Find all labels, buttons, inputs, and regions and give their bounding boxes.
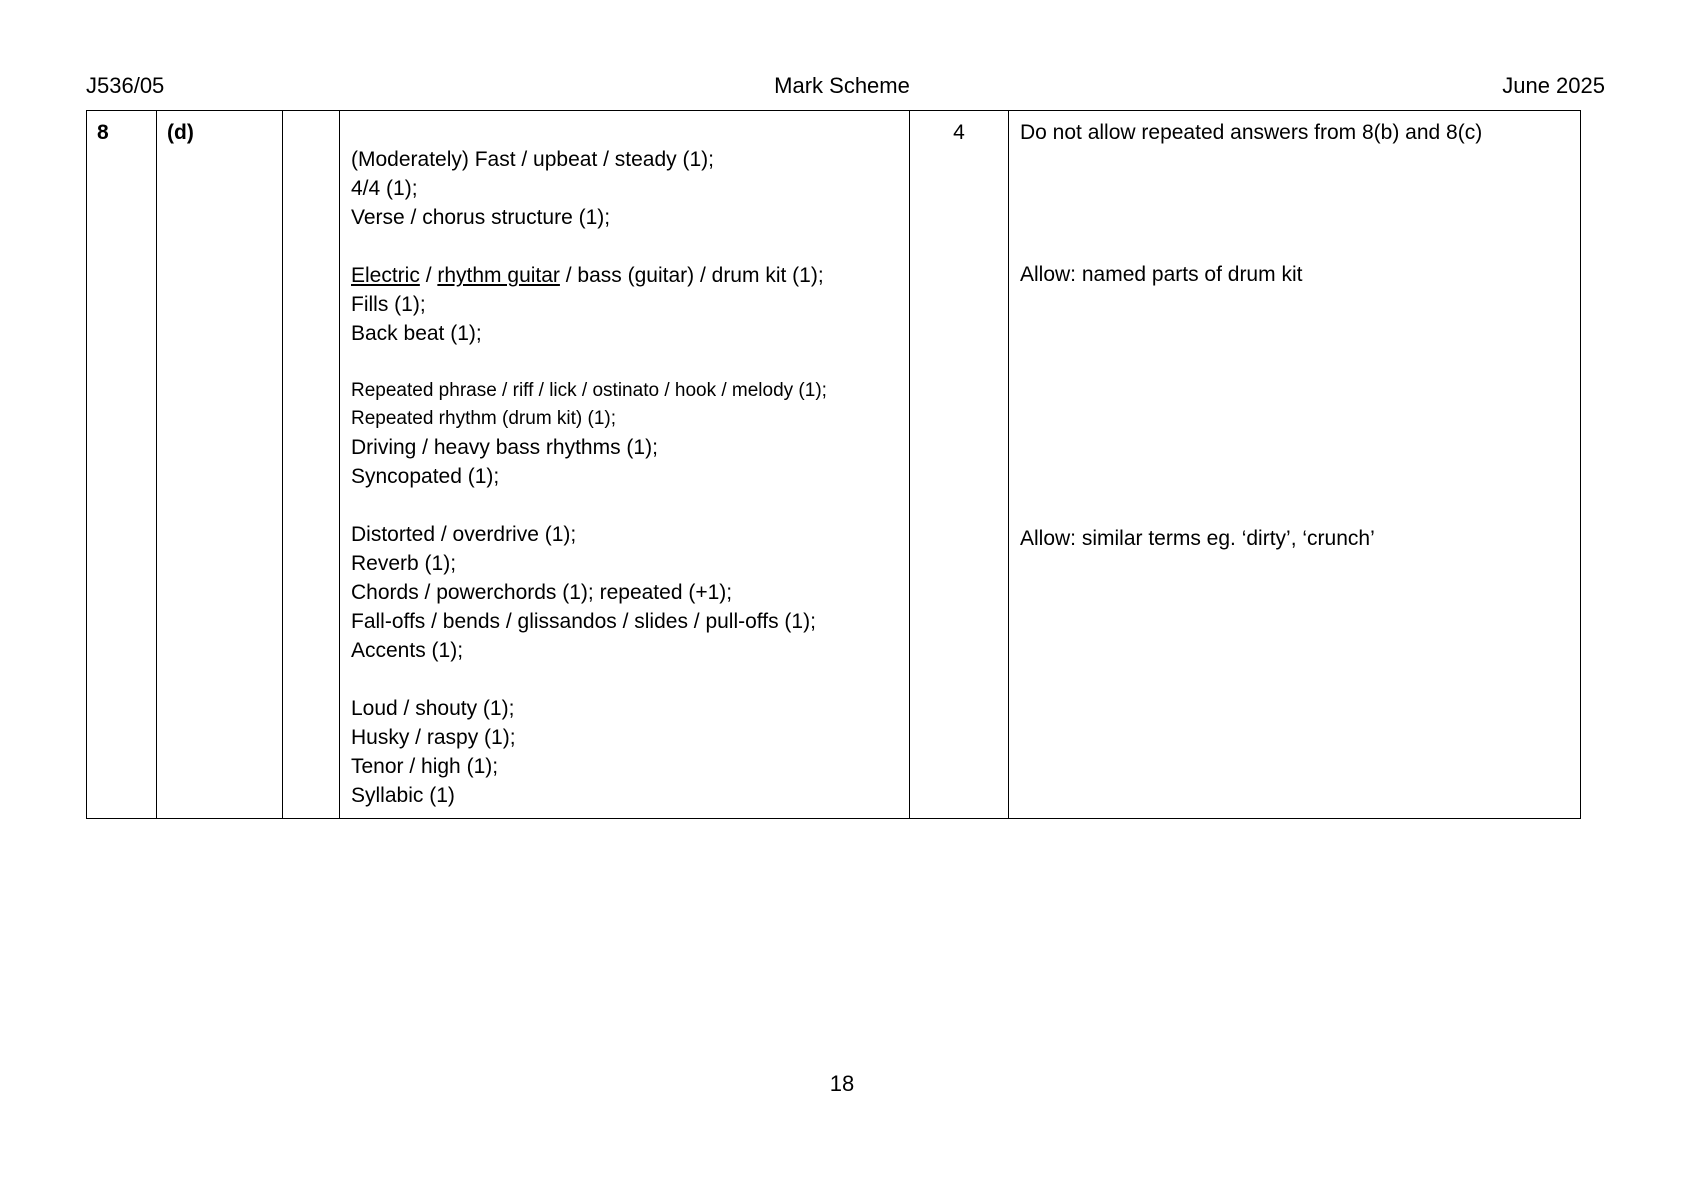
question-subpart [283,111,340,819]
answer-line: Loud / shouty (1); [351,697,515,720]
underlined-term: Electric [351,264,420,287]
question-part: (d) [157,111,283,819]
table-row [87,111,1581,819]
document-date: June 2025 [1502,73,1605,98]
answer-group-vocals [351,694,899,810]
answer-line: Accents (1); [351,639,464,662]
answer-line: (Moderately) Fast / upbeat / steady (1); [351,148,714,171]
answer-group-rhythm [351,377,899,491]
answer-line: Syncopated (1); [351,465,500,488]
answer-line: Tenor / high (1); [351,755,499,778]
guidance-note: Allow: similar terms eg. ‘dirty’, ‘crunch’ [1020,527,1375,550]
answer-line: Fills (1); [351,293,426,316]
answer-line-instruments [351,261,899,290]
guidance-cell [1009,111,1581,819]
mark-scheme-table [86,110,1581,819]
answer-cell [340,111,910,819]
answer-line: Verse / chorus structure (1); [351,206,611,229]
answer-line: Repeated rhythm (drum kit) (1); [351,408,617,429]
answer-line: Syllabic (1) [351,784,455,807]
answer-text: / bass (guitar) / drum kit (1); [559,264,824,287]
guidance-note: Do not allow repeated answers from 8(b) and 8(c) [1020,121,1483,144]
question-number: 8 [87,111,157,819]
answer-group-effects [351,520,899,665]
guidance-note: Allow: named parts of drum kit [1020,263,1303,286]
answer-line: 4/4 (1); [351,177,418,200]
marks-cell: 4 [910,111,1009,819]
answer-line: Driving / heavy bass rhythms (1); [351,436,658,459]
answer-group-instruments [351,261,899,348]
answer-line: Distorted / overdrive (1); [351,523,577,546]
answer-line: Back beat (1); [351,322,482,345]
answer-group-tempo [351,145,899,232]
answer-line: Husky / raspy (1); [351,726,516,749]
underlined-term: rhythm guitar [437,264,560,287]
answer-line: Chords / powerchords (1); repeated (+1); [351,581,733,604]
answer-line: Reverb (1); [351,552,457,575]
document-title: Mark Scheme [774,73,910,98]
answer-line: Repeated phrase / riff / lick / ostinato / hook / melody (1); [351,380,827,401]
document-code: J536/05 [86,73,165,98]
page-number: 18 [829,1071,855,1096]
separator: / [419,264,438,287]
answer-line: Fall-offs / bends / glissandos / slides / pull-offs (1); [351,610,816,633]
